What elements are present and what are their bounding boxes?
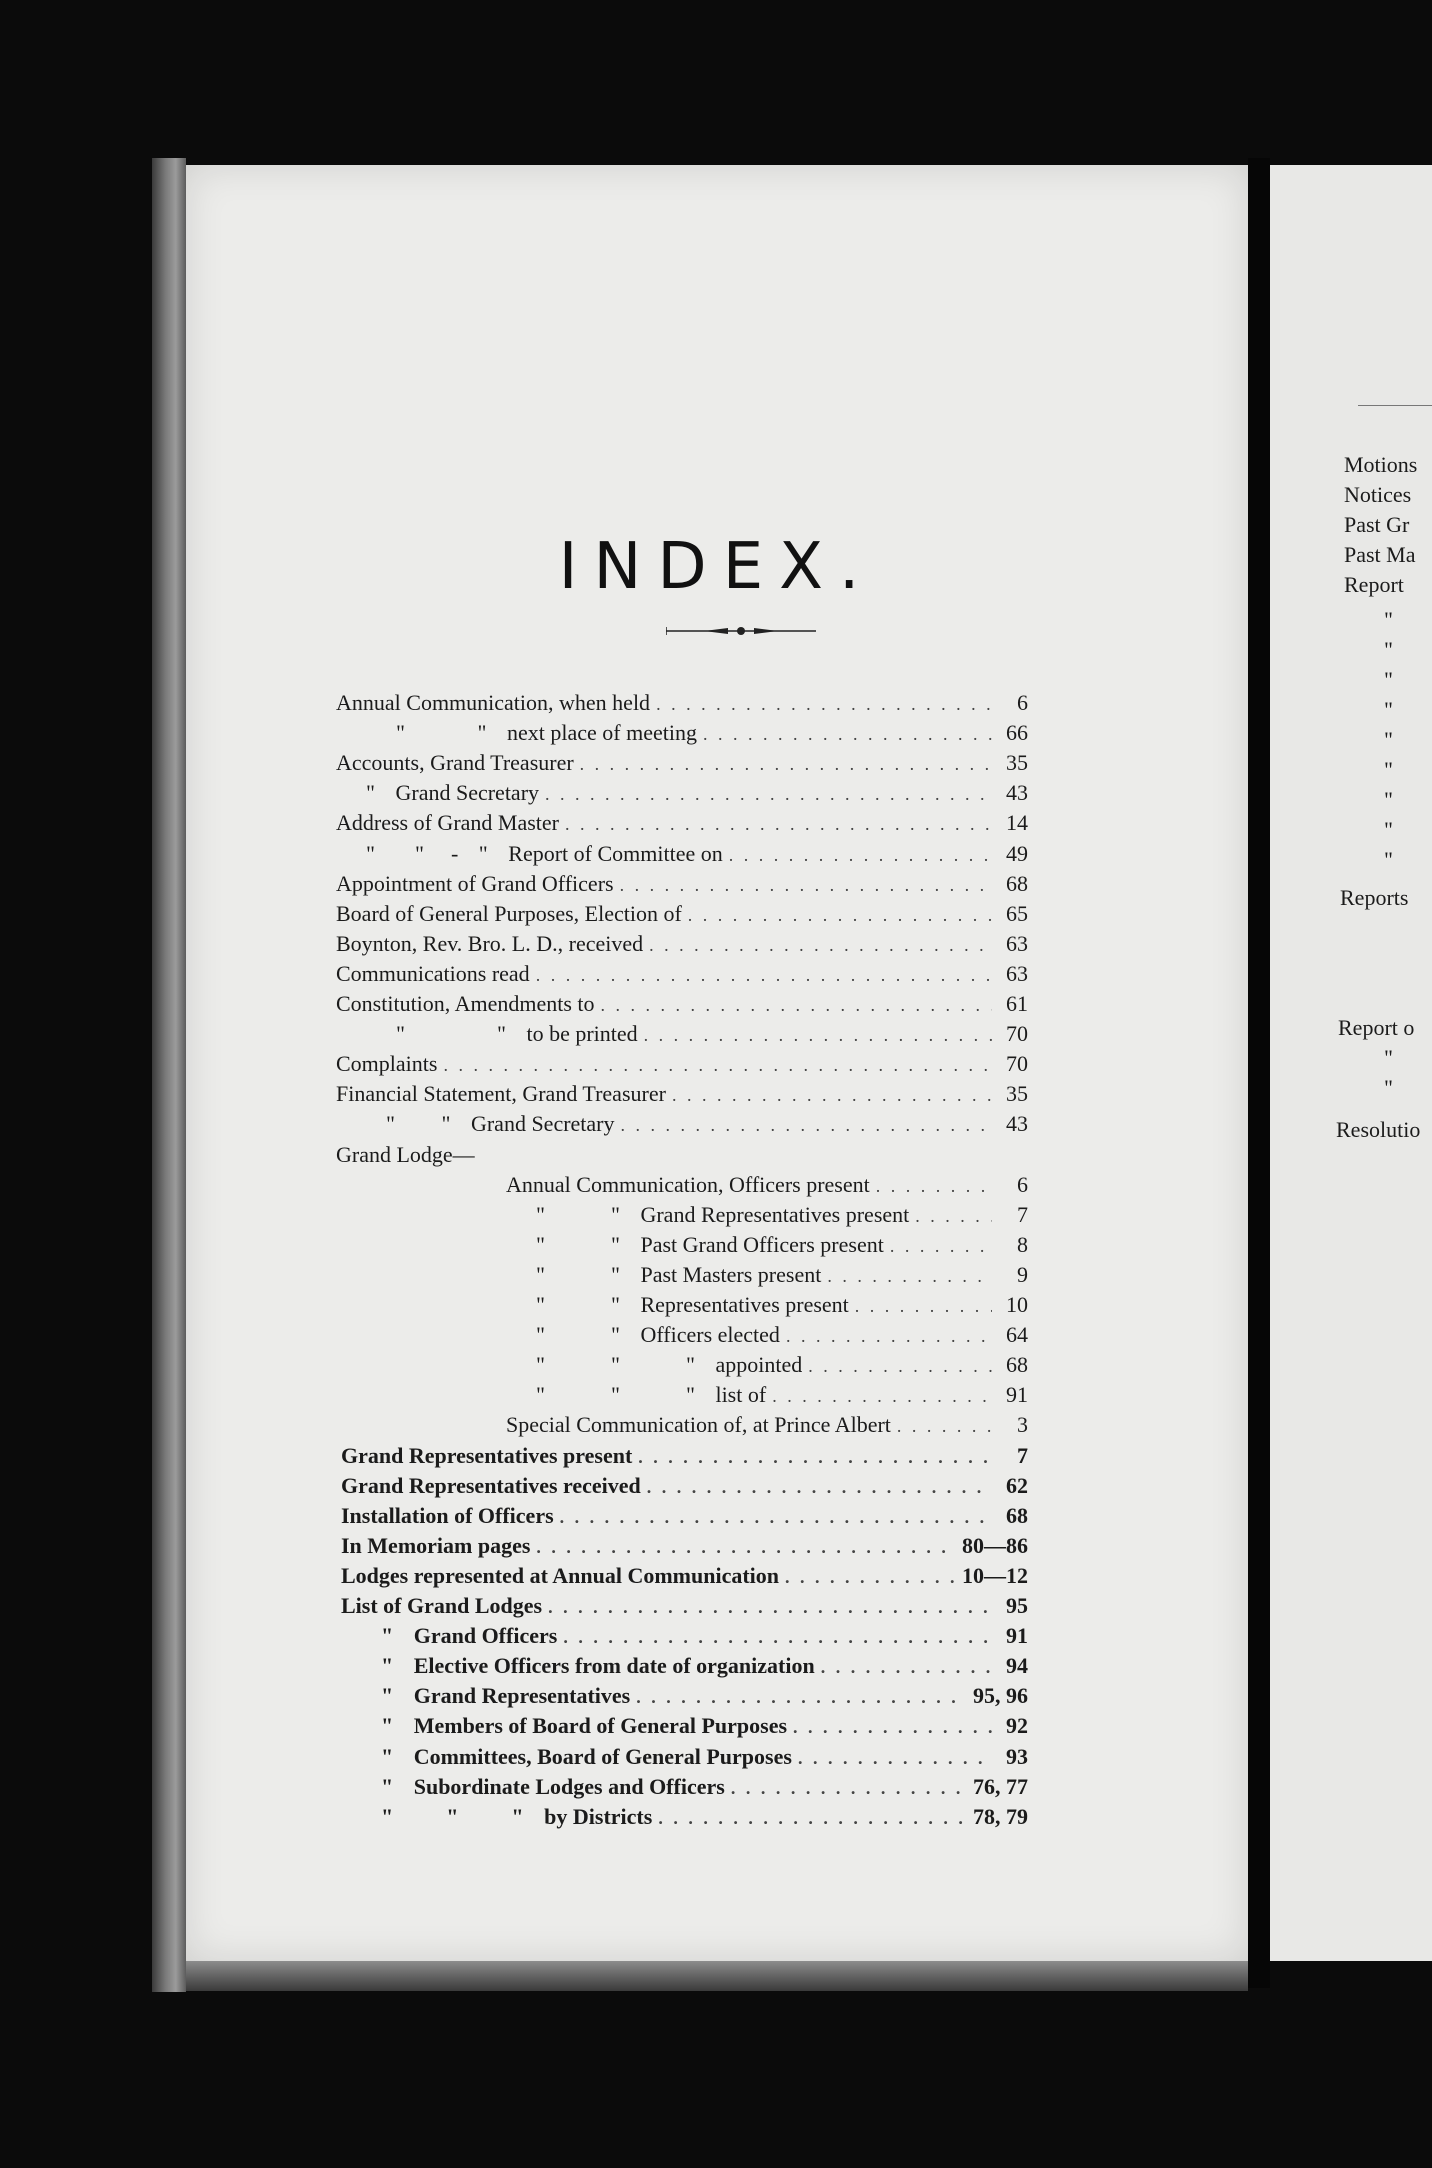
right-page-line: " <box>1384 847 1393 872</box>
index-entry <box>336 929 1028 959</box>
dot-leader <box>798 1743 992 1773</box>
index-entry <box>381 1681 1028 1711</box>
index-entry-page: 68 <box>1006 1352 1028 1378</box>
index-entry <box>536 1260 1028 1290</box>
ditto-marks: " " " <box>536 1382 716 1408</box>
index-entry-page: 70 <box>1006 1021 1028 1047</box>
index-entry-label <box>381 1802 652 1832</box>
dot-leader <box>649 930 992 960</box>
index-entry <box>336 1079 1028 1109</box>
dot-leader <box>688 900 992 930</box>
dot-leader <box>876 1171 992 1201</box>
ditto-marks: " " <box>536 1201 641 1227</box>
dot-leader <box>548 1592 992 1622</box>
ditto-marks: " " <box>536 1231 641 1257</box>
index-entry-text: Grand Secretary <box>470 1111 615 1137</box>
index-entry-text: Annual Communication, when held <box>336 690 651 715</box>
ditto-marks: " <box>366 780 396 806</box>
index-entry-text: Installation of Officers <box>341 1502 554 1528</box>
dot-leader <box>897 1411 992 1441</box>
ditto-marks: " " <box>386 1111 471 1137</box>
index-entry-label <box>536 1320 780 1350</box>
ditto-marks: " " - " <box>366 840 509 866</box>
dot-leader <box>827 1261 992 1291</box>
ditto-marks: " " " <box>536 1352 716 1378</box>
index-entry-label <box>381 1651 815 1681</box>
index-entry-page: 93 <box>1006 1743 1028 1769</box>
right-page-line: " <box>1384 757 1393 782</box>
index-entry-text: Address of Grand Master <box>336 810 559 836</box>
index-entry-page: 6 <box>1017 1171 1028 1197</box>
index-entry-page: 10 <box>1006 1292 1028 1317</box>
dot-leader <box>644 1020 992 1050</box>
index-entry-page: 8 <box>1017 1231 1028 1257</box>
dot-leader <box>560 1502 992 1532</box>
index-entry-label <box>381 1772 725 1802</box>
index-entry-text: appointed <box>715 1352 803 1378</box>
dot-leader <box>915 1201 992 1231</box>
right-page-line: " <box>1384 817 1393 842</box>
index-entry <box>341 1591 1028 1621</box>
index-entry <box>506 1170 1028 1200</box>
index-entry-label <box>386 1109 615 1139</box>
ditto-marks: " " <box>396 1021 527 1047</box>
index-entry <box>341 1501 1028 1531</box>
index-entry-page: 66 <box>1006 720 1028 746</box>
index-entry-text: Past Masters present <box>640 1261 822 1287</box>
index-entry-label <box>336 1079 666 1109</box>
index-entry-label <box>341 1561 779 1591</box>
index-entry-label <box>336 899 682 929</box>
index-entry <box>336 1049 1028 1079</box>
dot-leader <box>656 689 992 719</box>
index-entry-label <box>341 1591 542 1621</box>
right-page-line: " <box>1384 637 1393 662</box>
index-entry-text: Appointment of Grand Officers <box>336 870 614 896</box>
index-entry-page: 68 <box>1006 870 1028 896</box>
index-entry <box>381 1802 1028 1832</box>
right-page-line: " <box>1384 1045 1393 1070</box>
index-entry-page: 91 <box>1006 1382 1028 1408</box>
index-entry-page: 63 <box>1006 930 1028 956</box>
index-entry-text: list of <box>715 1382 767 1408</box>
index-entry-page: 65 <box>1006 900 1028 926</box>
index-entry <box>536 1230 1028 1260</box>
dot-leader <box>785 1562 956 1592</box>
index-entry <box>506 1410 1028 1440</box>
index-entry <box>396 718 1028 748</box>
index-entry-page: 7 <box>1017 1442 1028 1468</box>
dot-leader <box>729 840 992 870</box>
index-entry-page: 64 <box>1006 1322 1028 1348</box>
index-entry-label <box>536 1290 849 1320</box>
index-entry-text: Committees, Board of General Purposes <box>413 1743 792 1769</box>
index-entry-label <box>341 1501 554 1531</box>
index-entry-label <box>381 1742 792 1772</box>
book-spine-edge <box>152 158 186 1992</box>
right-page-line: " <box>1384 1075 1393 1100</box>
ditto-marks: " " <box>536 1261 641 1287</box>
dot-leader <box>636 1682 967 1712</box>
index-entry-page: 68 <box>1006 1502 1028 1528</box>
index-entry-label <box>366 778 539 808</box>
index-entry <box>341 1441 1028 1471</box>
index-entry-text: List of Grand Lodges <box>341 1593 543 1618</box>
index-entry-page: 70 <box>1006 1051 1028 1077</box>
index-entry-page: 49 <box>1006 840 1028 866</box>
index-entry-label <box>341 1471 641 1501</box>
index-entry-page: 76, 77 <box>973 1773 1028 1799</box>
index-entry <box>381 1711 1028 1741</box>
index-entry-text: Boynton, Rev. Bro. L. D., received <box>336 930 644 956</box>
index-entry <box>381 1772 1028 1802</box>
index-entry-text: next place of meeting <box>506 720 697 746</box>
index-entry <box>381 1742 1028 1772</box>
index-entry-text: Complaints <box>336 1051 438 1077</box>
left-page <box>186 165 1248 1961</box>
index-entry-page: 95, 96 <box>973 1683 1028 1709</box>
index-entry-label <box>336 808 559 838</box>
right-page-line: Past Gr <box>1344 512 1410 537</box>
ditto-marks: " <box>381 1683 414 1709</box>
dot-leader <box>855 1291 992 1321</box>
dot-leader <box>443 1050 992 1080</box>
index-entry-text: Annual Communication, Officers present <box>506 1171 870 1197</box>
dot-leader <box>536 960 992 990</box>
ditto-marks: " <box>381 1713 414 1739</box>
index-entry-text: Grand Representatives received <box>341 1472 641 1498</box>
index-entry-text: Grand Officers <box>413 1623 558 1649</box>
index-entry-label <box>341 1441 632 1471</box>
index-entry-page: 78, 79 <box>973 1803 1028 1829</box>
index-entry-page: 6 <box>1017 690 1028 715</box>
dot-leader <box>621 1110 992 1140</box>
right-page <box>1270 165 1432 1961</box>
index-entry <box>396 1019 1028 1049</box>
index-entry-label <box>366 839 723 869</box>
ditto-marks: " <box>381 1653 414 1679</box>
dot-leader <box>545 779 992 809</box>
right-page-line: " <box>1384 667 1393 692</box>
right-page-line: Report o <box>1338 1015 1415 1040</box>
right-page-line: Resolutio <box>1336 1117 1421 1142</box>
right-page-line: " <box>1384 787 1393 812</box>
dot-leader <box>580 749 992 779</box>
index-entry-text: Past Grand Officers present <box>640 1231 884 1257</box>
dot-leader <box>821 1652 992 1682</box>
index-entry-text: by Districts <box>544 1803 653 1829</box>
right-page-line: Notices <box>1344 482 1412 507</box>
index-entry-text: Representatives present <box>640 1292 849 1317</box>
index-entry-page: 43 <box>1006 1111 1028 1137</box>
index-entry <box>341 1531 1028 1561</box>
dot-leader <box>808 1351 992 1381</box>
index-entry-label <box>336 1140 475 1170</box>
right-page-line: Report <box>1344 572 1404 597</box>
ditto-marks: " " <box>536 1292 641 1317</box>
index-entry-text: Members of Board of General Purposes <box>413 1713 788 1739</box>
index-entry-label <box>381 1681 630 1711</box>
dot-leader <box>703 719 992 749</box>
index-entry-label <box>341 1531 530 1561</box>
ditto-marks: " <box>381 1623 414 1649</box>
index-entry-label <box>381 1711 787 1741</box>
index-entry-label <box>336 1049 437 1079</box>
index-entry-label <box>536 1230 884 1260</box>
dot-leader <box>620 870 992 900</box>
index-entry-text: Board of General Purposes, Election of <box>336 900 682 926</box>
right-page-line: Past Ma <box>1344 542 1416 567</box>
index-entry <box>386 1109 1028 1139</box>
dot-leader <box>672 1080 992 1110</box>
index-entry-text: Special Communication of, at Prince Albert <box>506 1412 891 1438</box>
page-title: INDEX. <box>558 530 876 604</box>
index-entry-label <box>536 1260 821 1290</box>
dot-leader <box>793 1712 992 1742</box>
index-entry-text: Subordinate Lodges and Officers <box>413 1773 725 1799</box>
index-entry-label <box>536 1200 909 1230</box>
index-entry <box>336 869 1028 899</box>
right-page-line: " <box>1384 697 1393 722</box>
ornament-divider <box>666 623 816 639</box>
index-entry <box>536 1320 1028 1350</box>
index-entry-page: 14 <box>1006 810 1028 836</box>
index-entry-label <box>506 1170 870 1200</box>
book-gutter <box>1248 158 1270 1988</box>
index-entry <box>366 839 1028 869</box>
index-entry-text: In Memoriam pages <box>341 1532 531 1558</box>
index-entry-page: 7 <box>1017 1201 1028 1227</box>
index-entry-label <box>336 989 595 1019</box>
index-entry <box>536 1200 1028 1230</box>
dot-leader <box>890 1231 992 1261</box>
index-entry-text: Officers elected <box>640 1322 780 1348</box>
index-entry-text: Grand Secretary <box>395 780 540 806</box>
dot-leader <box>772 1381 992 1411</box>
index-entry <box>336 959 1028 989</box>
index-entry <box>536 1380 1028 1410</box>
dot-leader <box>786 1321 992 1351</box>
index-entry-text: Elective Officers from date of organization <box>413 1653 815 1679</box>
index-entry <box>381 1621 1028 1651</box>
right-page-line: Reports <box>1340 885 1409 910</box>
index-entry-page: 91 <box>1006 1623 1028 1649</box>
divider-line <box>1358 405 1432 406</box>
right-page-line: Motions <box>1344 452 1418 477</box>
index-entry-text: Grand Representatives <box>413 1683 631 1709</box>
dot-leader <box>658 1803 967 1833</box>
index-entry-text: Constitution, Amendments to <box>336 991 595 1016</box>
index-entry-page: 43 <box>1006 780 1028 806</box>
ditto-marks: " " <box>396 720 507 746</box>
index-entry-page: 3 <box>1017 1412 1028 1438</box>
index-entry <box>336 899 1028 929</box>
index-entry-text: Grand Lodge— <box>336 1141 475 1167</box>
right-page-fragment <box>1270 165 1432 1961</box>
dot-leader <box>731 1773 967 1803</box>
index-entry <box>336 808 1028 838</box>
index-entry <box>336 688 1028 718</box>
index-entry-label <box>336 929 643 959</box>
index-entry-page: 63 <box>1006 960 1028 986</box>
dot-leader <box>601 990 992 1020</box>
index-entry-text: Lodges represented at Annual Communication <box>341 1562 780 1588</box>
index-entry-page: 35 <box>1006 750 1028 776</box>
index-entry <box>536 1350 1028 1380</box>
index-entry <box>536 1290 1028 1320</box>
index-entry-label <box>536 1350 802 1380</box>
index-entry-text: Accounts, Grand Treasurer <box>336 750 574 776</box>
index-entry-label <box>336 688 650 718</box>
dot-leader <box>638 1442 992 1472</box>
index-entry-text: to be printed <box>526 1021 638 1047</box>
index-entry-page: 10—12 <box>962 1562 1028 1588</box>
index-entry <box>341 1561 1028 1591</box>
index-entry-page: 92 <box>1006 1713 1028 1739</box>
ditto-marks: " " <box>536 1322 641 1348</box>
index-entry-label <box>381 1621 557 1651</box>
ditto-marks: " " " <box>381 1803 545 1829</box>
dot-leader <box>536 1532 956 1562</box>
index-entry-label <box>336 748 574 778</box>
index-entry-label <box>396 1019 638 1049</box>
index-entry-label <box>536 1380 766 1410</box>
page-bottom-edge <box>186 1961 1248 1991</box>
ditto-marks: " <box>381 1773 414 1799</box>
index-entry <box>336 1140 1028 1170</box>
index-entry-page: 95 <box>1006 1593 1028 1618</box>
index-entry-page: 9 <box>1017 1261 1028 1287</box>
index-entry <box>366 778 1028 808</box>
right-page-line: " <box>1384 607 1393 632</box>
index-entry-text: Grand Representatives present <box>341 1442 633 1468</box>
index-entry-label <box>506 1410 891 1440</box>
index-entry-text: Grand Representatives present <box>640 1201 910 1227</box>
dot-leader <box>647 1472 992 1502</box>
index-entry <box>336 989 1028 1019</box>
index-entry-page: 80—86 <box>962 1532 1028 1558</box>
index-entry-label <box>336 959 530 989</box>
dot-leader <box>563 1622 992 1652</box>
index-entry-page: 62 <box>1006 1472 1028 1498</box>
index-entry-label <box>396 718 697 748</box>
ditto-marks: " <box>381 1743 414 1769</box>
index-entry-text: Report of Committee on <box>508 840 723 866</box>
index-entry-text: Financial Statement, Grand Treasurer <box>336 1081 666 1107</box>
index-entry-page: 35 <box>1006 1081 1028 1107</box>
index-entry <box>341 1471 1028 1501</box>
index-entry-page: 94 <box>1006 1653 1028 1679</box>
index-entry-page: 61 <box>1006 991 1028 1016</box>
index-entry <box>336 748 1028 778</box>
index-entry-label <box>336 869 614 899</box>
index-entry <box>381 1651 1028 1681</box>
index-entry-text: Communications read <box>336 960 530 986</box>
dot-leader <box>565 809 992 839</box>
right-page-line: " <box>1384 727 1393 752</box>
